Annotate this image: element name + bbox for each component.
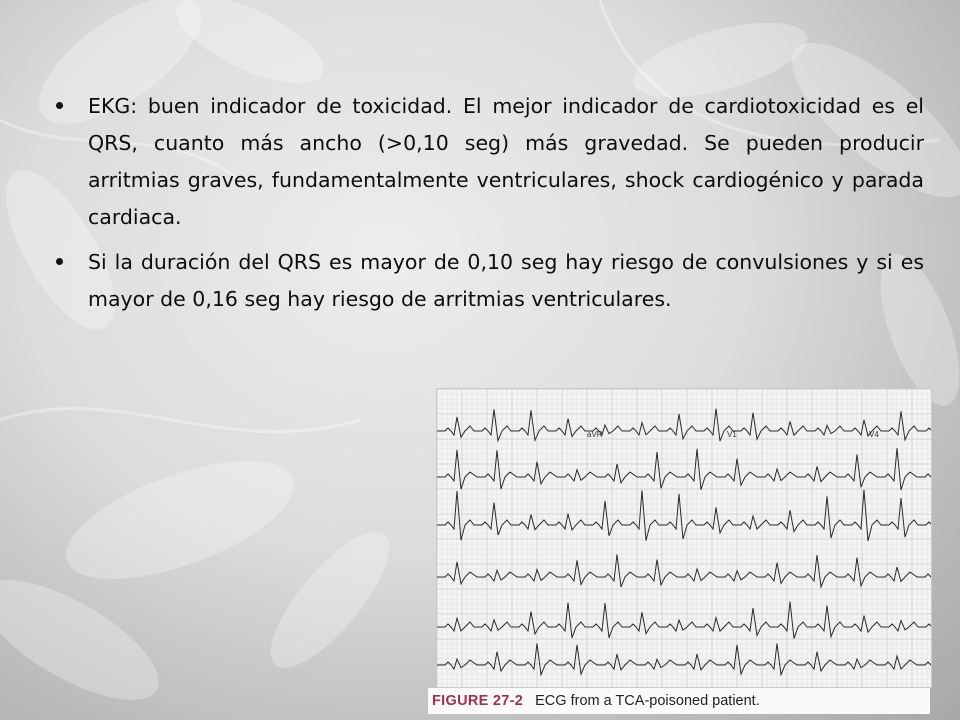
bullet-item: [56, 244, 924, 318]
bullet-marker: [56, 102, 63, 109]
bullet-list: [56, 88, 924, 326]
ecg-tracing: [437, 389, 931, 687]
lead-label-v1: V1: [727, 430, 737, 439]
figure-number: FIGURE 27-2: [432, 693, 524, 709]
ecg-grid: [437, 389, 931, 687]
lead-label-avr: aVR: [587, 430, 603, 439]
bullet-text: Si la duración del QRS es mayor de 0,10 seg hay riesgo de convulsiones y si es mayor de 0,16 seg hay riesgo de arritmias ventriculares.: [88, 250, 924, 311]
ecg-figure: [428, 388, 930, 720]
lead-label-v4: V4: [869, 430, 879, 439]
figure-caption: [428, 688, 930, 714]
bullet-marker: [56, 258, 63, 265]
bullet-text: EKG: buen indicador de toxicidad. El mejor indicador de cardiotoxicidad es el QRS, cuanto más ancho (>0,10 seg) más gravedad. Se pueden producir arritmias graves, fundamentalmente ventriculares, shock cardiogénico y parada cardiaca.: [88, 94, 924, 229]
figure-caption-text: ECG from a TCA-poisoned patient.: [535, 693, 760, 709]
ecg-image: [436, 388, 932, 688]
bullet-item: [56, 88, 924, 236]
